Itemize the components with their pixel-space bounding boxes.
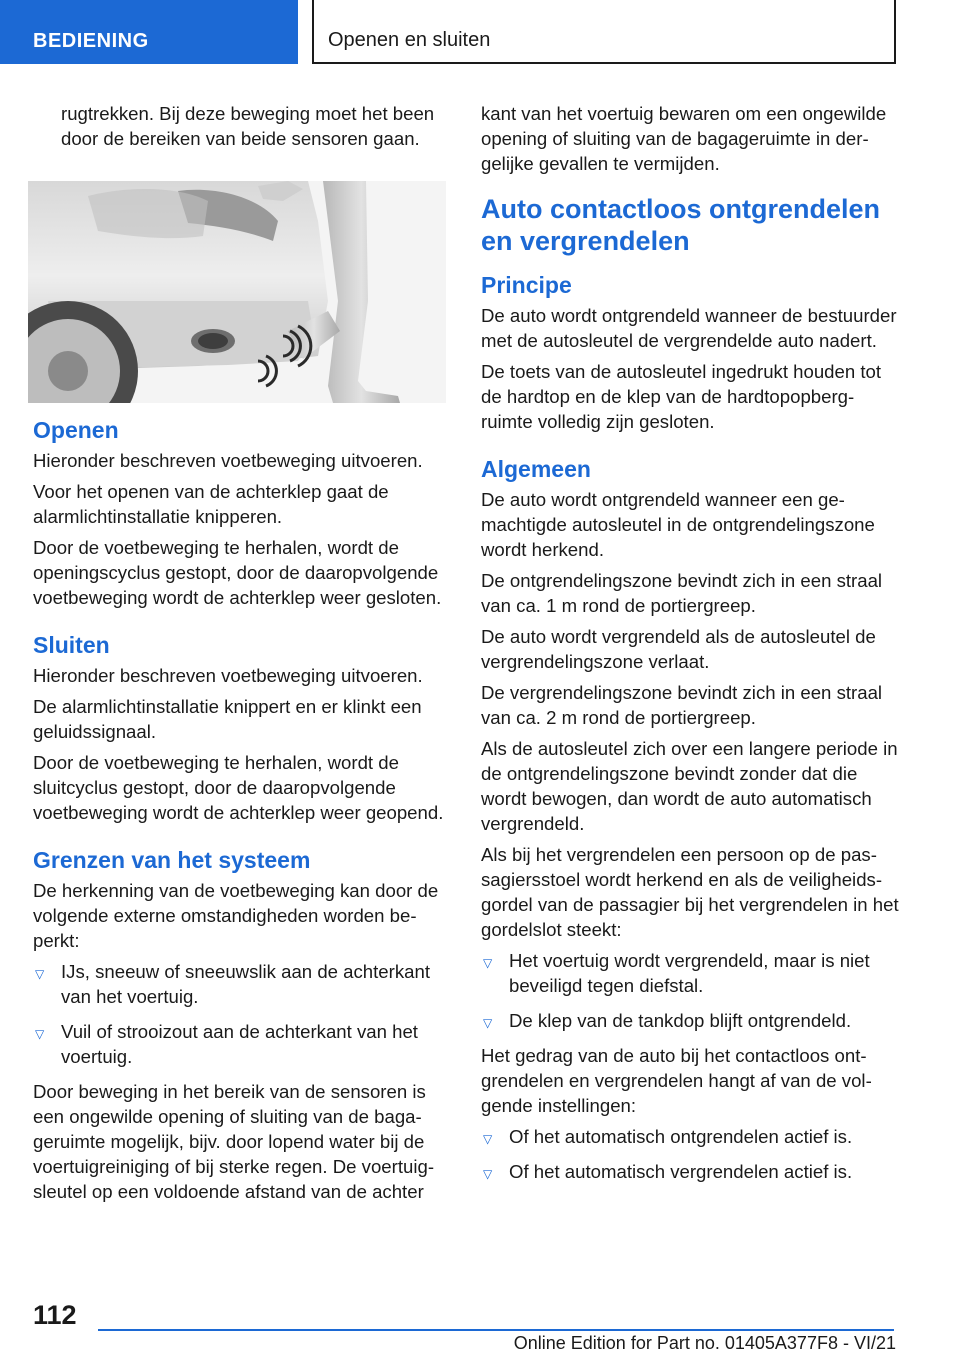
list-item: ▽ Of het automatisch ontgrendelen actief is. — [481, 1124, 899, 1149]
openen-paragraph-1: Hieronder beschreven voetbeweging uitvoeren. — [33, 450, 423, 471]
triangle-bullet-icon: ▽ — [483, 1016, 493, 1030]
openen-paragraph-3: Door de voetbeweging te herhalen, wordt de openingscyclus gestopt, door de daaropvolgende voetbeweging wordt de achterklep weer gesloten. — [33, 537, 442, 608]
triangle-bullet-icon: ▽ — [35, 1027, 45, 1041]
heading-grenzen: Grenzen van het systeem — [33, 847, 311, 873]
list-item: ▽ IJs, sneeuw of sneeuwslik aan de achterkant van het voertuig. — [35, 961, 430, 1007]
passenger-list — [481, 948, 899, 1033]
list-item: ▽ De klep van de tankdop blijft ontgrendeld. — [481, 1008, 899, 1033]
continued-paragraph: kant van het voertuig bewaren om een ongewilde opening of sluiting van de bagageruimte in dergelijke gevallen te vermijden. — [481, 103, 887, 174]
principe-paragraph-1: De auto wordt ontgrendeld wanneer de bestuurder met de autosleutel de vergrendelde auto nadert. — [481, 305, 897, 351]
settings-list — [481, 1124, 899, 1184]
intro-paragraph: rugtrekken. Bij deze beweging moet het been door de bereiken van beide sensoren gaan. — [61, 103, 435, 149]
heading-sluiten: Sluiten — [33, 632, 110, 658]
algemeen-paragraph-4: De vergrendelingszone bevindt zich in een straal van ca. 2 m rond de portiergreep. — [481, 682, 883, 728]
algemeen-paragraph-3: De auto wordt vergrendeld als de autosleutel de vergrendelingszone verlaat. — [481, 626, 876, 672]
footer-divider — [98, 1329, 894, 1331]
chapter-header — [312, 0, 896, 64]
grenzen-paragraph-1: De herkenning van de voetbeweging kan door de volgende externe omstandigheden worden beperkt: — [33, 880, 439, 951]
tailgate-sensor-illustration — [28, 181, 446, 403]
algemeen-paragraph-2: De ontgrendelingszone bevindt zich in een straal van ca. 1 m rond de portiergreep. — [481, 570, 883, 616]
algemeen-paragraph-7: Het gedrag van de auto bij het contactloos ontgrendelen en vergrendelen hangt af van de volgende instellingen: — [481, 1045, 872, 1116]
principe-paragraph-2: De toets van de autosleutel ingedrukt houden tot de hardtop en de klep van de hardtopopbergruimte volledig zijn gesloten. — [481, 361, 882, 432]
list-item: ▽ Of het automatisch vergrendelen actief is. — [481, 1159, 899, 1184]
chapter-title: Openen en sluiten — [328, 29, 491, 51]
algemeen-paragraph-6: Als bij het vergrendelen een persoon op de passagiersstoel wordt herkend en als de veiligheidsgordel van de passagier bij het vergrendelen in het gordelslot steekt: — [481, 844, 899, 940]
section-tab — [0, 0, 298, 64]
triangle-bullet-icon: ▽ — [483, 1167, 493, 1181]
triangle-bullet-icon: ▽ — [483, 956, 493, 970]
left-column — [33, 101, 451, 1210]
sluiten-paragraph-2: De alarmlichtinstallatie knippert en er klinkt een geluidssignaal. — [33, 696, 422, 742]
sluiten-paragraph-3: Door de voetbeweging te herhalen, wordt de sluitcyclus gestopt, door de daaropvolgende voetbeweging wordt de achterklep weer geopend. — [33, 752, 444, 823]
heading-contactloos: Auto contactloos ontgrendelen en vergrendelen — [481, 194, 881, 256]
illustration-foot-gesture — [28, 181, 446, 403]
page-number: 112 — [33, 1300, 77, 1330]
algemeen-paragraph-1: De auto wordt ontgrendeld wanneer een gemachtigde autosleutel in de ontgrendelingszone wordt herkend. — [481, 489, 875, 560]
edition-note: Online Edition for Part no. 01405A377F8 - VI/21 — [513, 1333, 896, 1353]
openen-paragraph-2: Voor het openen van de achterklep gaat de alarmlichtinstallatie knipperen. — [33, 481, 389, 527]
heading-algemeen: Algemeen — [481, 456, 591, 482]
triangle-bullet-icon: ▽ — [483, 1132, 493, 1146]
list-item: ▽ Het voertuig wordt vergrendeld, maar is niet beveiligd tegen diefstal. — [483, 950, 870, 996]
section-title: BEDIENING — [33, 30, 149, 52]
triangle-bullet-icon: ▽ — [35, 967, 45, 981]
sluiten-paragraph-1: Hieronder beschreven voetbeweging uitvoeren. — [33, 665, 423, 686]
list-item: ▽ Vuil of strooizout aan de achterkant van het voertuig. — [35, 1021, 418, 1067]
algemeen-paragraph-5: Als de autosleutel zich over een langere periode in de ontgrendelingszone bevindt zonder dat die wordt bewogen, dan wordt de auto automatisch vergrendeld. — [481, 738, 898, 834]
right-column — [481, 101, 899, 1194]
heading-principe: Principe — [481, 272, 572, 298]
heading-openen: Openen — [33, 417, 119, 443]
grenzen-paragraph-2: Door beweging in het bereik van de sensoren is een ongewilde opening of sluiting van de bagageruimte mogelijk, bijv. door lopend water bij de voertuigreiniging of bij sterke regen. De voertuigsleutel op een voldoende afstand van de achter — [33, 1081, 435, 1202]
grenzen-list — [33, 959, 451, 1069]
